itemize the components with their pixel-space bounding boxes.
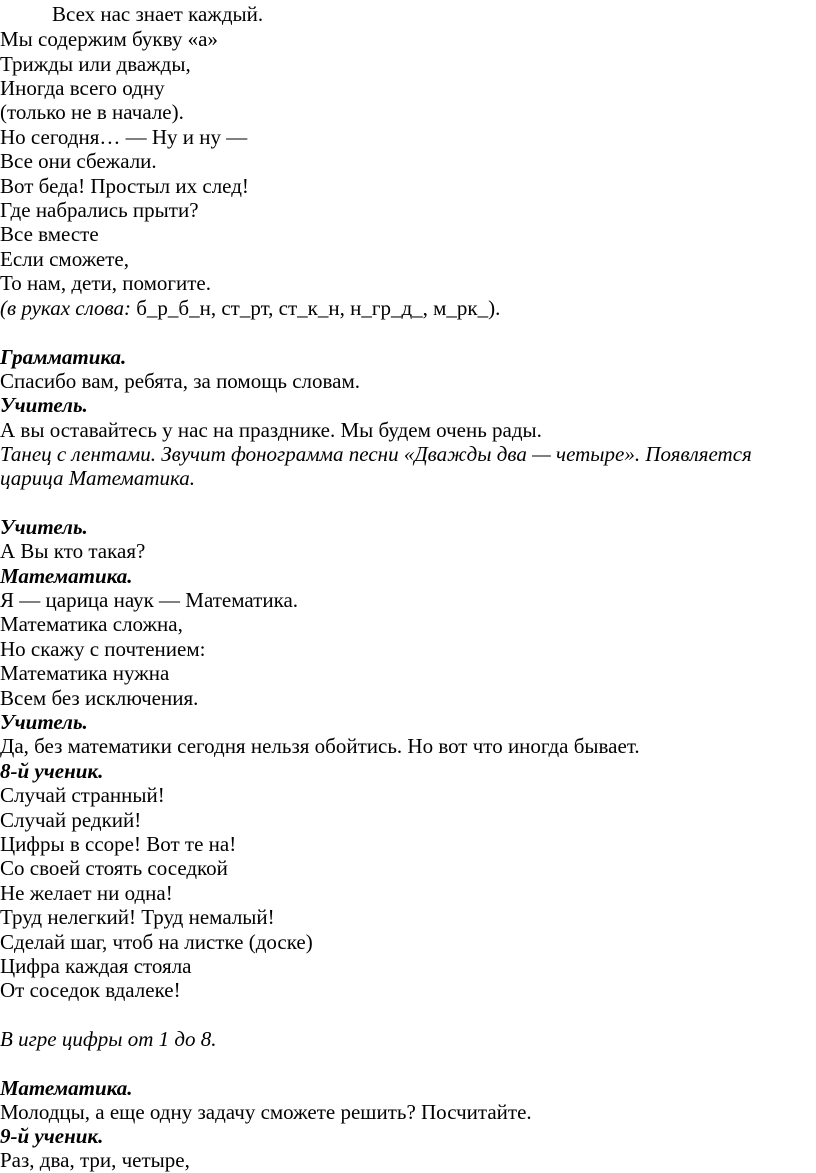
- stage-note-words: б_р_б_н, ст_рт, ст_к_н, н_гр_д_, м_рк_).: [130, 296, 501, 320]
- stage-note-line: [0, 296, 816, 320]
- poem-line: Раз, два, три, четыре,: [0, 1148, 190, 1172]
- speaker-label: Математика.: [0, 564, 133, 588]
- speaker-label: Учитель.: [0, 393, 88, 417]
- poem-line: Сделай шаг, чтоб на листке (доске): [0, 930, 313, 954]
- poem-line: Случай редкий!: [0, 808, 142, 832]
- stage-direction: В игре цифры от 1 до 8.: [0, 1027, 217, 1051]
- poem-line: Если сможете,: [0, 247, 130, 271]
- dialogue-line: Молодцы, а еще одну задачу сможете решить? Посчитайте.: [0, 1100, 532, 1124]
- poem-line: Все они сбежали.: [0, 149, 157, 173]
- poem-line: Но сегодня… — Ну и ну —: [0, 125, 248, 149]
- poem-line: Всем без исключения.: [0, 686, 199, 710]
- poem-line: Цифра каждая стояла: [0, 954, 192, 978]
- poem-line: Я — царица наук — Математика.: [0, 588, 299, 612]
- poem-line: Мы содержим букву «а»: [0, 27, 218, 51]
- poem-line: Вот беда! Простыл их след!: [0, 174, 249, 198]
- speaker-label: Математика.: [0, 1076, 133, 1100]
- poem-line: Трижды или дважды,: [0, 52, 191, 76]
- poem-line: Со своей стоять соседкой: [0, 856, 228, 880]
- poem-line: То нам, дети, помогите.: [0, 271, 211, 295]
- poem-line: Случай странный!: [0, 783, 165, 807]
- dialogue-line: Да, без математики сегодня нельзя обойтись. Но вот что иногда бывает.: [0, 734, 640, 758]
- poem-line: Где набрались прыти?: [0, 198, 199, 222]
- speaker-label: 9-й ученик.: [0, 1124, 104, 1148]
- dialogue-line: А вы оставайтесь у нас на празднике. Мы будем очень рады.: [0, 418, 542, 442]
- stage-note-italic: (в руках слова:: [0, 296, 131, 320]
- stage-direction: Танец с лентами. Звучит фонограмма песни «Дважды два — четыре». Появляется: [0, 442, 752, 466]
- poem-line: Математика сложна,: [0, 612, 183, 636]
- poem-line: Все вместе: [0, 222, 99, 246]
- dialogue-line: А Вы кто такая?: [0, 539, 146, 563]
- speaker-label: Грамматика.: [0, 345, 127, 369]
- poem-line: Математика нужна: [0, 661, 170, 685]
- poem-line: Всех нас знает каждый.: [52, 2, 264, 26]
- poem-line: Не желает ни одна!: [0, 881, 173, 905]
- poem-line: Цифры в ссоре! Вот те на!: [0, 832, 237, 856]
- poem-line: Труд нелегкий! Труд немалый!: [0, 905, 275, 929]
- poem-line: От соседок вдалеке!: [0, 978, 181, 1002]
- speaker-label: Учитель.: [0, 515, 88, 539]
- poem-line: Иногда всего одну: [0, 76, 165, 100]
- speaker-label: 8-й ученик.: [0, 759, 104, 783]
- dialogue-line: Спасибо вам, ребята, за помощь словам.: [0, 369, 360, 393]
- poem-line: Но скажу с почтением:: [0, 637, 206, 661]
- speaker-label: Учитель.: [0, 710, 88, 734]
- poem-line: (только не в начале).: [0, 100, 184, 124]
- stage-direction: царица Математика.: [0, 466, 196, 490]
